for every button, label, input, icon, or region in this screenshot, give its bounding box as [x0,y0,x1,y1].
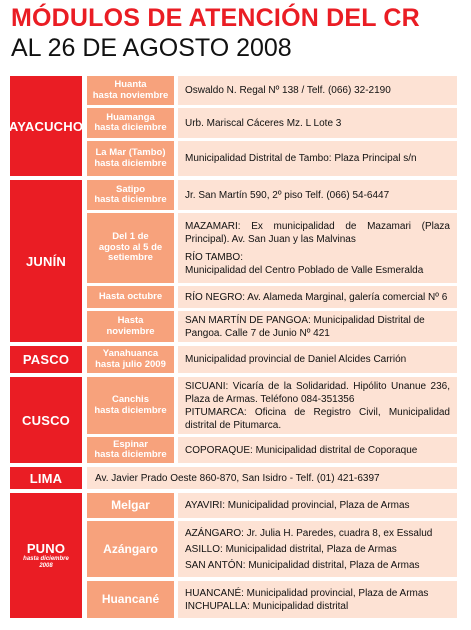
region-ayacucho [10,76,82,176]
office-pangoa-period: Hasta noviembre [87,311,174,342]
address-la-mar: Municipalidad Distrital de Tambo: Plaza Principal s/n [178,141,457,176]
address-rio-negro: RÍO NEGRO: Av. Alameda Marginal, galería comercial Nº 6 [178,286,457,308]
region-pasco [10,346,82,373]
address-coporaque: COPORAQUE: Municipalidad distrital de Coporaque [178,437,457,463]
office-huamanga: Huamanga hasta diciembre [87,108,174,138]
office-yanahuanca: Yanahuanca hasta julio 2009 [87,346,174,373]
region-junin-label: JUNÍN [25,253,66,269]
region-lima [10,467,82,489]
office-espinar: Espinar hasta diciembre [87,437,174,463]
address-azangaro-asillo-san-anton: AZÁNGARO: Jr. Julia H. Paredes, cuadra 8, ex Essalud ASILLO: Municipalidad distrital, Plaza de Armas SAN ANTÓN: Municipalidad distrital, Plaza de Armas [178,521,457,577]
address-huanta: Oswaldo N. Regal Nº 138 / Telf. (066) 32-2190 [178,76,457,105]
address-pangoa: SAN MARTÍN DE PANGOA: Municipalidad Distrital de Pangoa. Calle 7 de Junio Nº 421 [178,311,457,342]
office-la-mar: La Mar (Tambo) hasta diciembre [87,141,174,176]
region-cusco [10,377,82,463]
address-huancane-inchupalla: HUANCANÉ: Municipalidad provincial, Plaza de Armas INCHUPALLA: Municipalidad distrital [178,581,457,618]
region-puno-year: 2008 [39,563,53,569]
office-canchis: Canchis hasta diciembre [87,377,174,434]
office-melgar: Melgar [87,493,174,518]
address-mazamari-rio-tambo: MAZAMARI: Ex municipalidad de Mazamari (Plaza Principal). Av. San Juan y las Malvinas RÍO TAMBO: Municipalidad del Centro Poblado de Valle Esmeralda [178,213,457,283]
address-ayaviri: AYAVIRI: Municipalidad provincial, Plaza de Armas [178,493,457,518]
office-azangaro: Azángaro [87,521,174,577]
address-satipo: Jr. San Martín 590, 2º piso Telf. (066) 54-6447 [178,180,457,210]
address-huamanga: Urb. Mariscal Cáceres Mz. L Lote 3 [178,108,457,138]
address-yanahuanca: Municipalidad provincial de Daniel Alcides Carrión [178,346,457,373]
region-junin [10,180,82,342]
office-rio-negro-period: Hasta octubre [87,286,174,308]
region-lima-label: LIMA [29,470,63,486]
region-cusco-label: CUSCO [22,412,70,428]
region-ayacucho-label: AYACUCHO [8,118,84,134]
page-subtitle: AL 26 DE AGOSTO 2008 [11,34,292,62]
office-satipo: Satipo hasta diciembre [87,180,174,210]
region-puno-label: PUNO [26,541,66,556]
address-lima: Av. Javier Prado Oeste 860-870, San Isidro - Telf. (01) 421-6397 [87,467,457,489]
region-puno [10,493,82,618]
office-huanta: Huanta hasta noviembre [87,76,174,105]
address-sicuani-pitumarca: SICUANI: Vicaría de la Solidaridad. Hipólito Unanue 236, Plaza de Armas. Teléfono 084-351356 PITUMARCA: Oficina de Registro Civil, Municipalidad distrital de Pitumarca. [178,377,457,434]
office-huancane: Huancané [87,581,174,618]
region-pasco-label: PASCO [22,352,70,367]
office-mazamari-period: Del 1 de agosto al 5 de setiembre [87,213,174,283]
page-title: MÓDULOS DE ATENCIÓN DEL CR [11,4,420,32]
region-puno-period: hasta diciembre [23,556,69,562]
